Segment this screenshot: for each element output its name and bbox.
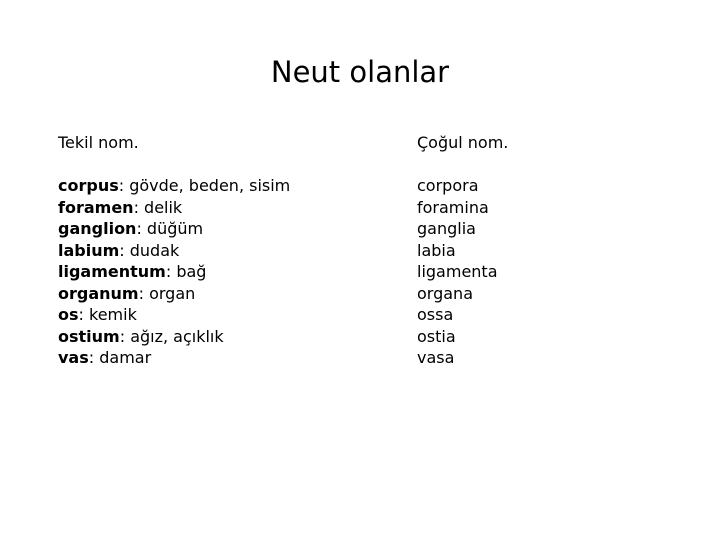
singular-list bbox=[58, 175, 290, 369]
latin-term: organum bbox=[58, 283, 139, 303]
latin-term: foramen bbox=[58, 197, 134, 217]
latin-term: ostium bbox=[58, 326, 120, 346]
plural-form: labia bbox=[417, 240, 456, 260]
turkish-meaning: : düğüm bbox=[136, 219, 204, 238]
singular-column bbox=[58, 132, 290, 369]
turkish-meaning: : dudak bbox=[119, 240, 180, 260]
turkish-meaning: : organ bbox=[138, 283, 196, 303]
latin-term: os bbox=[58, 305, 79, 324]
singular-row bbox=[58, 283, 290, 305]
plural-column bbox=[417, 132, 508, 369]
turkish-meaning: : ağız, açıklık bbox=[119, 326, 224, 346]
singular-header: Tekil nom. bbox=[58, 133, 139, 152]
singular-row bbox=[58, 326, 290, 348]
latin-term: labium bbox=[58, 240, 120, 260]
singular-row bbox=[58, 175, 290, 197]
plural-form: foramina bbox=[417, 197, 489, 217]
turkish-meaning: : kemik bbox=[78, 305, 137, 324]
singular-row bbox=[58, 304, 290, 326]
plural-form: ligamenta bbox=[417, 262, 498, 281]
latin-term: vas bbox=[58, 348, 89, 367]
plural-form: ossa bbox=[417, 305, 454, 324]
singular-row bbox=[58, 347, 290, 369]
latin-term: corpus bbox=[58, 176, 119, 195]
plural-form: organa bbox=[417, 283, 473, 303]
turkish-meaning: : gövde, beden, sisim bbox=[118, 176, 291, 195]
singular-row bbox=[58, 197, 290, 219]
singular-row bbox=[58, 218, 290, 240]
slide-title: Neut olanlar bbox=[270, 55, 450, 89]
singular-row bbox=[58, 261, 290, 283]
turkish-meaning: : damar bbox=[88, 348, 152, 367]
plural-form: corpora bbox=[417, 176, 479, 195]
plural-list bbox=[417, 175, 508, 369]
singular-row bbox=[58, 240, 290, 262]
plural-form: ganglia bbox=[417, 219, 476, 238]
latin-term: ligamentum bbox=[58, 262, 166, 281]
plural-header: Çoğul nom. bbox=[417, 133, 509, 152]
plural-form: vasa bbox=[417, 348, 455, 367]
turkish-meaning: : delik bbox=[133, 197, 183, 217]
turkish-meaning: : bağ bbox=[165, 262, 207, 281]
latin-term: ganglion bbox=[58, 219, 137, 238]
plural-form: ostia bbox=[417, 326, 456, 346]
